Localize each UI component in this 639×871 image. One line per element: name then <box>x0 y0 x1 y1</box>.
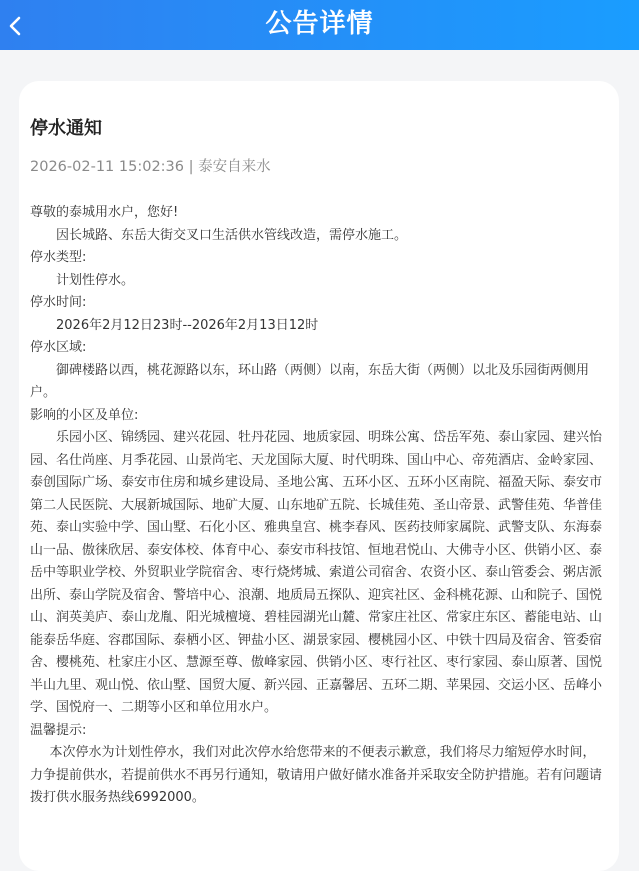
intro-text: 因长城路、东岳大街交叉口生活供水管线改造，需停水施工。 <box>56 227 408 243</box>
time-value: 2026年2月12日23时--2026年2月13日12时 <box>56 317 319 333</box>
tips-value: 本次停水为计划性停水，我们对此次停水给您带来的不便表示歉意，我们将尽力缩短停水时间，力争提前供水，若提前供水不再另行通知，敬请用户做好储水准备并采取安全防护措施。若有问题请拨打供水服务热线6992000。 <box>30 745 603 805</box>
type-label: 停水类型: <box>30 250 87 265</box>
notice-title: 停水通知 <box>30 118 102 139</box>
notice-content <box>30 202 606 810</box>
time-label: 停水时间: <box>30 295 87 310</box>
page-title: 公告详情 <box>265 9 374 39</box>
app-header <box>0 0 639 50</box>
notice-meta: 2026-02-11 15:02:36 | 泰安自来水 <box>30 159 271 175</box>
affected-label: 影响的小区及单位: <box>30 407 139 423</box>
area-value: 御碑楼路以西，桃花源路以东，环山路（两侧）以南，东岳大街（两侧）以北及乐园街两侧用户。 <box>30 362 590 400</box>
type-value: 计划性停水。 <box>56 272 135 288</box>
tips-label: 温馨提示: <box>30 722 87 738</box>
greeting-text: 尊敬的泰城用水户，您好! <box>30 205 179 220</box>
area-label: 停水区域: <box>30 340 87 355</box>
notice-card <box>19 81 619 871</box>
affected-value: 乐园小区、锦绣园、建兴花园、牡丹花园、地质家园、明珠公寓、岱岳军苑、泰山家园、建兴怡园、名仕尚座、月季花园、山景尚宅、天龙国际大厦、时代明珠、国山中心、帝苑酒店、金岭家园、泰创国际广场、泰安市住房和城乡建设局、圣地公寓、五环小区、五环小区南院、福盈天际、泰安市第二人民医院、大展新城国际、地矿大厦、山东地矿五院、长城佳苑、圣山帝景、武警佳苑、华普佳苑、泰山实验中学、国山墅、石化小区、雅典皇宫、桃李春风、医药技师家属院、武警支队、东海泰山一品、傲徕欣居、泰安体校、体育中心、泰安市科技馆、恒地君悦山、大佛寺小区、供销小区、泰岳中等职业学校、外贸职业学院宿舍、枣行烧烤城、索道公司宿舍、农资小区、泰山管委会、粥店派出所、泰山学院及宿舍、警培中心、浪潮、地质局五探队、迎宾社区、金科桃花源、山和院子、国悦山、润英美庐、泰山龙胤、阳光城檀境、碧桂园湖光山麓、常家庄社区、常家庄东区、蓄能电站、山能泰岳华庭、容郡国际、泰栖小区、钾盐小区、湖景家园、樱桃园小区、中铁十四局及宿舍、管委宿舍、樱桃苑、杜家庄小区、慧源至尊、傲峰家园、供销小区、枣行社区、枣行家园、泰山原著、国悦半山九里、观山悦、依山墅、国贸大厦、新兴园、正嘉馨居、五环二期、苹果园、交运小区、岳峰小学、国悦府一、二期等小区和单位用水户。 <box>30 430 603 715</box>
